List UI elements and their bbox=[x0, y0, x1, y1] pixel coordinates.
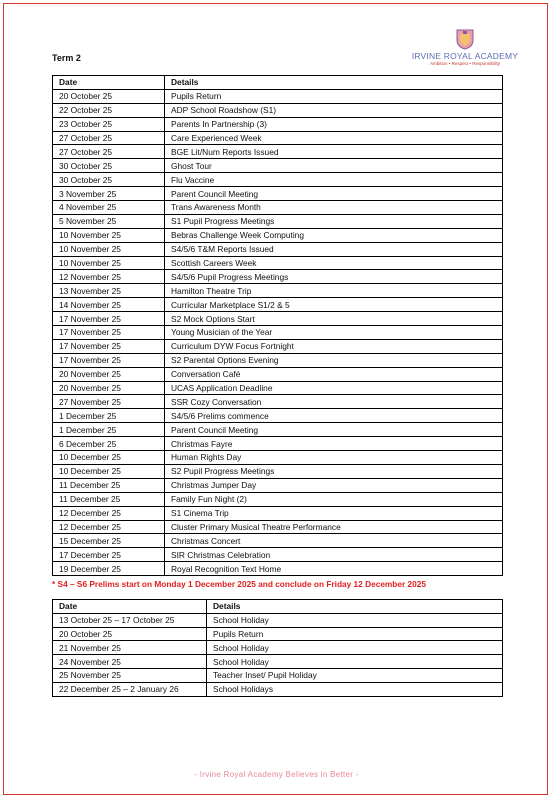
details-cell: Young Musician of the Year bbox=[165, 326, 503, 340]
table-row bbox=[53, 520, 503, 534]
crest-icon bbox=[455, 28, 475, 50]
details-cell: Care Experienced Week bbox=[165, 131, 503, 145]
table-row bbox=[53, 228, 503, 242]
table-row bbox=[53, 682, 503, 696]
table-row bbox=[53, 464, 503, 478]
date-cell: 20 November 25 bbox=[53, 381, 165, 395]
date-cell: 27 October 25 bbox=[53, 145, 165, 159]
column-header-date: Date bbox=[53, 76, 165, 90]
date-cell: 27 November 25 bbox=[53, 395, 165, 409]
table-row bbox=[53, 478, 503, 492]
logo-tagline: Ambition • Respect • Responsibility bbox=[430, 61, 500, 66]
table-row bbox=[53, 339, 503, 353]
table-row bbox=[53, 451, 503, 465]
details-cell: Pupils Return bbox=[165, 89, 503, 103]
details-cell: S4/5/6 Prelims commence bbox=[165, 409, 503, 423]
table-row bbox=[53, 492, 503, 506]
details-cell: Parent Council Meeting bbox=[165, 187, 503, 201]
details-cell: Conversation Café bbox=[165, 367, 503, 381]
details-cell: Christmas Fayre bbox=[165, 437, 503, 451]
details-cell: Royal Recognition Text Home bbox=[165, 562, 503, 576]
date-cell: 30 October 25 bbox=[53, 173, 165, 187]
date-cell: 6 December 25 bbox=[53, 437, 165, 451]
date-cell: 30 October 25 bbox=[53, 159, 165, 173]
date-cell: 11 December 25 bbox=[53, 478, 165, 492]
details-cell: Family Fun Night (2) bbox=[165, 492, 503, 506]
date-cell: 4 November 25 bbox=[53, 201, 165, 215]
date-cell: 10 November 25 bbox=[53, 242, 165, 256]
table-row bbox=[53, 187, 503, 201]
date-cell: 12 November 25 bbox=[53, 270, 165, 284]
details-cell: Cluster Primary Musical Theatre Performance bbox=[165, 520, 503, 534]
details-cell: S2 Pupil Progress Meetings bbox=[165, 464, 503, 478]
date-cell: 1 December 25 bbox=[53, 409, 165, 423]
details-cell: S4/5/6 Pupil Progress Meetings bbox=[165, 270, 503, 284]
table-row bbox=[53, 613, 503, 627]
details-cell: SSR Cozy Conversation bbox=[165, 395, 503, 409]
date-cell: 17 November 25 bbox=[53, 312, 165, 326]
table-row bbox=[53, 173, 503, 187]
table-row bbox=[53, 562, 503, 576]
logo-name: IRVINE ROYAL ACADEMY bbox=[411, 51, 519, 61]
date-cell: 14 November 25 bbox=[53, 298, 165, 312]
column-header-date: Date bbox=[53, 600, 207, 614]
date-cell: 11 December 25 bbox=[53, 492, 165, 506]
table-row bbox=[53, 641, 503, 655]
date-cell: 17 November 25 bbox=[53, 326, 165, 340]
details-cell: SIR Christmas Celebration bbox=[165, 548, 503, 562]
details-cell: School Holiday bbox=[207, 613, 503, 627]
column-header-details: Details bbox=[165, 76, 503, 90]
date-cell: 23 October 25 bbox=[53, 117, 165, 131]
details-cell: Trans Awareness Month bbox=[165, 201, 503, 215]
table-row bbox=[53, 145, 503, 159]
date-cell: 13 October 25 – 17 October 25 bbox=[53, 613, 207, 627]
details-cell: S2 Parental Options Evening bbox=[165, 353, 503, 367]
date-cell: 10 November 25 bbox=[53, 228, 165, 242]
date-cell: 24 November 25 bbox=[53, 655, 207, 669]
date-cell: 21 November 25 bbox=[53, 641, 207, 655]
table-row bbox=[53, 655, 503, 669]
events-table-header bbox=[53, 76, 503, 90]
table-row bbox=[53, 326, 503, 340]
details-cell: S2 Mock Options Start bbox=[165, 312, 503, 326]
details-cell: School Holidays bbox=[207, 682, 503, 696]
date-cell: 5 November 25 bbox=[53, 214, 165, 228]
column-header-details: Details bbox=[207, 600, 503, 614]
table-row bbox=[53, 159, 503, 173]
date-cell: 25 November 25 bbox=[53, 668, 207, 682]
table-row bbox=[53, 353, 503, 367]
date-cell: 20 October 25 bbox=[53, 89, 165, 103]
table-row bbox=[53, 312, 503, 326]
table-row bbox=[53, 437, 503, 451]
date-cell: 3 November 25 bbox=[53, 187, 165, 201]
events-table bbox=[52, 75, 503, 576]
table-row bbox=[53, 284, 503, 298]
table-row bbox=[53, 89, 503, 103]
details-cell: Flu Vaccine bbox=[165, 173, 503, 187]
details-cell: UCAS Application Deadline bbox=[165, 381, 503, 395]
table-row bbox=[53, 423, 503, 437]
details-cell: Bebras Challenge Week Computing bbox=[165, 228, 503, 242]
prelims-note: * S4 – S6 Prelims start on Monday 1 December 2025 and conclude on Friday 12 December 2025 bbox=[52, 579, 426, 589]
details-cell: ADP School Roadshow (S1) bbox=[165, 103, 503, 117]
details-cell: BGE Lit/Num Reports Issued bbox=[165, 145, 503, 159]
date-cell: 22 October 25 bbox=[53, 103, 165, 117]
date-cell: 10 December 25 bbox=[53, 464, 165, 478]
date-cell: 12 December 25 bbox=[53, 506, 165, 520]
details-cell: Human Rights Day bbox=[165, 451, 503, 465]
date-cell: 1 December 25 bbox=[53, 423, 165, 437]
date-cell: 10 December 25 bbox=[53, 451, 165, 465]
table-row bbox=[53, 548, 503, 562]
details-cell: Christmas Jumper Day bbox=[165, 478, 503, 492]
date-cell: 13 November 25 bbox=[53, 284, 165, 298]
table-row bbox=[53, 103, 503, 117]
details-cell: Pupils Return bbox=[207, 627, 503, 641]
table-row bbox=[53, 534, 503, 548]
details-cell: Curriculum DYW Focus Fortnight bbox=[165, 339, 503, 353]
details-cell: Christmas Concert bbox=[165, 534, 503, 548]
date-cell: 22 December 25 – 2 January 26 bbox=[53, 682, 207, 696]
table-row bbox=[53, 117, 503, 131]
date-cell: 12 December 25 bbox=[53, 520, 165, 534]
holidays-table bbox=[52, 599, 503, 697]
date-cell: 20 October 25 bbox=[53, 627, 207, 641]
details-cell: Parents In Partnership (3) bbox=[165, 117, 503, 131]
holidays-table-header bbox=[53, 600, 503, 614]
table-row bbox=[53, 409, 503, 423]
date-cell: 15 December 25 bbox=[53, 534, 165, 548]
details-cell: School Holiday bbox=[207, 655, 503, 669]
date-cell: 20 November 25 bbox=[53, 367, 165, 381]
date-cell: 10 November 25 bbox=[53, 256, 165, 270]
table-row bbox=[53, 367, 503, 381]
table-row bbox=[53, 381, 503, 395]
table-row bbox=[53, 201, 503, 215]
details-cell: S1 Cinema Trip bbox=[165, 506, 503, 520]
date-cell: 27 October 25 bbox=[53, 131, 165, 145]
date-cell: 19 December 25 bbox=[53, 562, 165, 576]
date-cell: 17 November 25 bbox=[53, 353, 165, 367]
table-row bbox=[53, 506, 503, 520]
table-row bbox=[53, 242, 503, 256]
date-cell: 17 November 25 bbox=[53, 339, 165, 353]
details-cell: Teacher Inset/ Pupil Holiday bbox=[207, 668, 503, 682]
date-cell: 17 December 25 bbox=[53, 548, 165, 562]
table-row bbox=[53, 627, 503, 641]
footer-motto: - Irvine Royal Academy Believes in Better - bbox=[194, 770, 359, 779]
school-logo bbox=[405, 28, 525, 66]
details-cell: Hamilton Theatre Trip bbox=[165, 284, 503, 298]
table-row bbox=[53, 270, 503, 284]
details-cell: School Holiday bbox=[207, 641, 503, 655]
details-cell: Ghost Tour bbox=[165, 159, 503, 173]
table-row bbox=[53, 395, 503, 409]
term-title: Term 2 bbox=[52, 53, 81, 63]
details-cell: Curricular Marketplace S1/2 & 5 bbox=[165, 298, 503, 312]
details-cell: Parent Council Meeting bbox=[165, 423, 503, 437]
table-row bbox=[53, 214, 503, 228]
details-cell: S1 Pupil Progress Meetings bbox=[165, 214, 503, 228]
table-row bbox=[53, 668, 503, 682]
table-row bbox=[53, 256, 503, 270]
table-row bbox=[53, 298, 503, 312]
details-cell: S4/5/6 T&M Reports Issued bbox=[165, 242, 503, 256]
details-cell: Scottish Careers Week bbox=[165, 256, 503, 270]
table-row bbox=[53, 131, 503, 145]
